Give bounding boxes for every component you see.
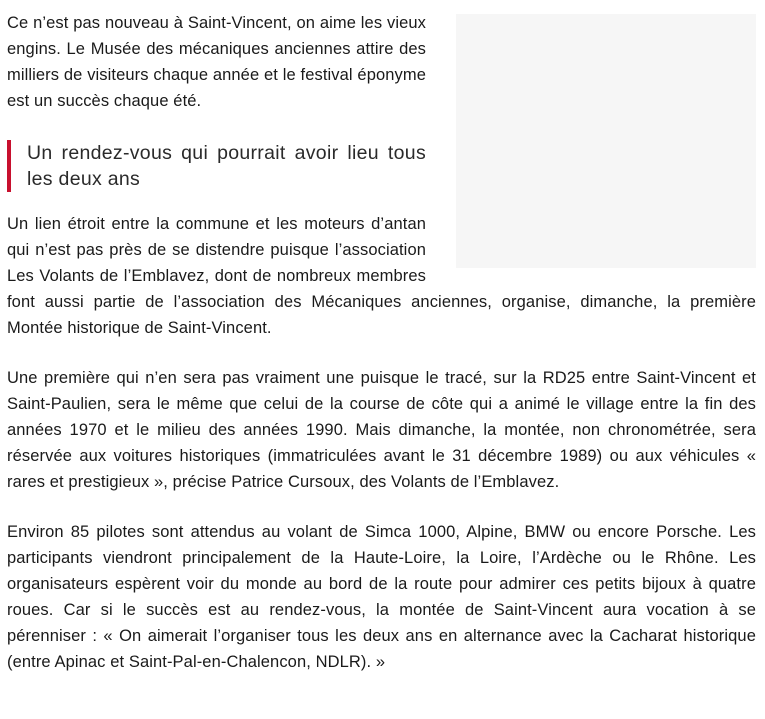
intro-paragraph: Ce n’est pas nouveau à Saint-Vincent, on aime les vieux engins. Le Musée des mécaniques anciennes attire des milliers de visiteurs chaque année et le festival éponyme est un succès chaque été. [7,14,426,110]
blank-image [456,14,756,268]
subheading: Un rendez-vous qui pourrait avoir lieu tous les deux ans [7,140,756,192]
article [7,10,756,699]
body-paragraph-2: Une première qui n’en sera pas vraiment une puisque le tracé, sur la RD25 entre Saint-Vincent et Saint-Paulien, sera le même que celui de la course de côte qui a animé le village entre la fin des années 1970 et le milieu des années 1990. Mais dimanche, la montée, non chronométrée, sera réservée aux voitures historiques (immatriculées avant le 31 décembre 1989) ou aux véhicules « rares et prestigieux », précise Patrice Cursoux, des Volants de l’Emblavez. [7,369,756,491]
body-paragraph-1: Un lien étroit entre la commune et les moteurs d’antan qui n’est pas près de se distendre puisque l’association Les Volants de l’Emblavez, dont de nombreux membres font aussi partie de l’association des Mécaniques anciennes, organise, dimanche, la première Montée historique de Saint-Vincent. [7,215,756,337]
article-image-placeholder [456,14,756,268]
body-paragraph-3: Environ 85 pilotes sont attendus au volant de Simca 1000, Alpine, BMW ou encore Porsche. Les participants viendront principalement de la Haute-Loire, la Loire, l’Ardèche ou le Rhône. Les organisateurs espèrent voir du monde au bord de la route pour admirer ces petits bijoux à quatre roues. Car si le succès est au rendez-vous, la montée de Saint-Vincent aura vocation à se pérenniser : « On aimerait l’organiser tous les deux ans en alternance avec la Cacharat historique (entre Apinac et Saint-Pal-en-Chalencon, NDLR). » [7,523,756,671]
